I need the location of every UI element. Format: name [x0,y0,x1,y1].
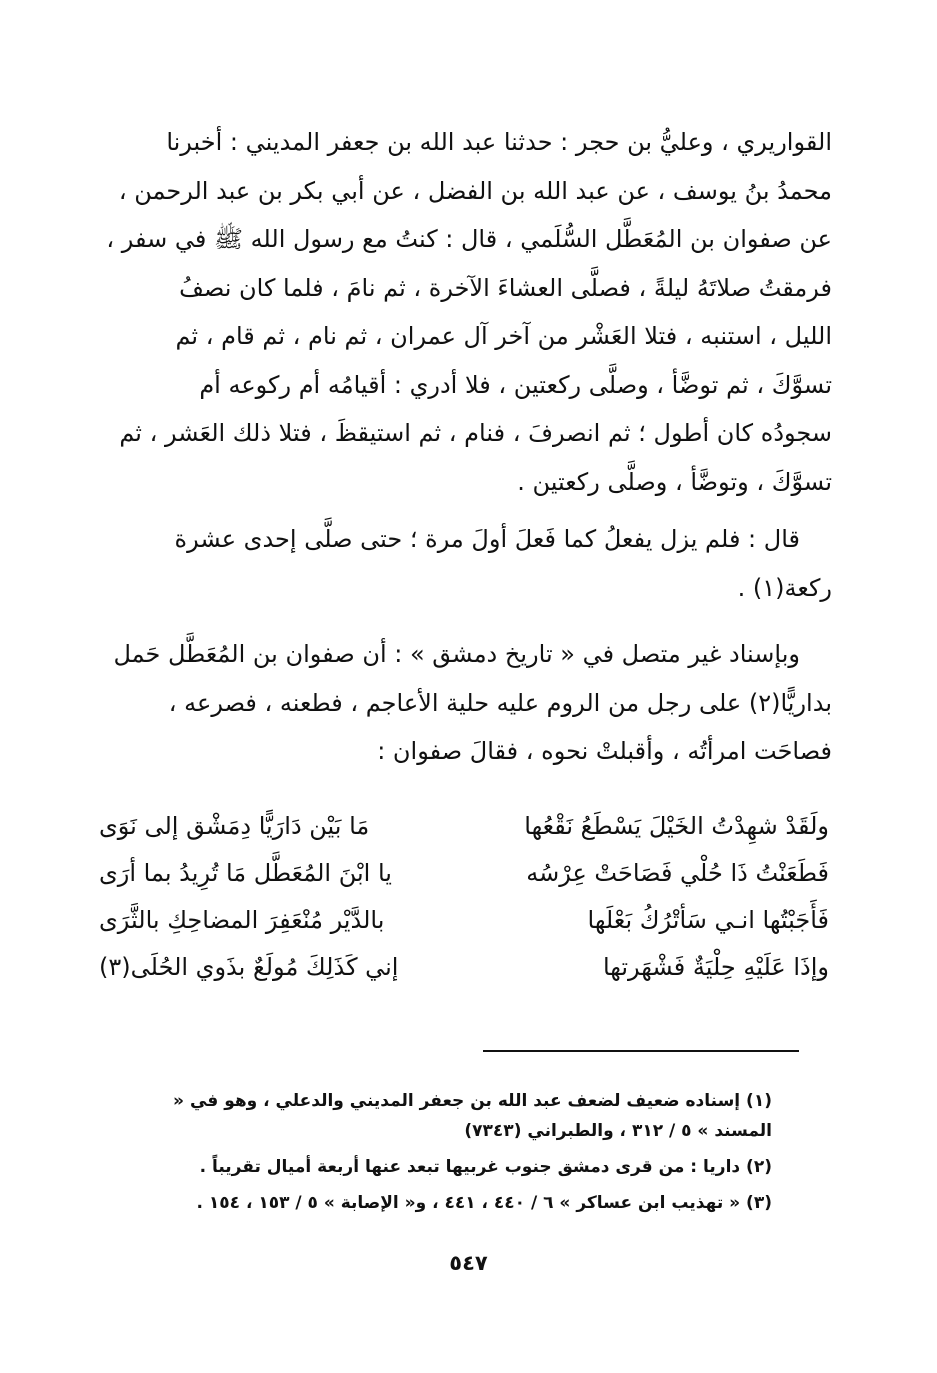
verse-first-hemistich: وإذَا عَلَيْهِ حِلْيَةٌ فَشْهَرتها [602,953,829,981]
text-line: تسوَّكَ ، ثم توضَّأ ، وصلَّى ركعتين ، فلا أدري : أقيامُه أم ركوعه أم [199,370,832,399]
verse-first-hemistich: ولَقَدْ شهِدْتُ الخَيْلَ يَسْطَعُ نَقْعُها [524,812,829,840]
text-line: بداريًّا(٢) على رجل من الروم عليه حلية الأعاجم ، فطعنه ، فصرعه ، [168,688,832,717]
poetry-block [99,812,829,1000]
verse-first-hemistich: فَطَعَنْتُ ذَا حُلْي فَصَاحَتْ عِرْسُه [526,859,829,887]
text-line: فصاحَت امرأتُه ، وأقبلتْ نحوه ، فقالَ صفوان : [377,737,832,765]
text-line: القواريري ، وعليُّ بن حجر : حدثنا عبد الله بن جعفر المديني : أخبرنا [166,128,832,156]
paragraph-hadith [102,118,832,506]
footnote: (٣) « تهذيب ابن عساكر » ٦ / ٤٤٠ ، ٤٤١ ، و« الإصابة » ٥ / ١٥٣ ، ١٥٤ . [196,1193,772,1213]
text-line: قال : فلم يزل يفعلُ كما فَعلَ أولَ مرة ؛ حتى صلَّى إحدى عشرة [174,525,800,553]
footnote-divider [483,1050,799,1052]
text-line: وبإسناد غير متصل في « تاريخ دمشق » : أن صفوان بن المُعَطَّل حَمل [113,640,800,668]
verse [99,953,829,1000]
page-number: ٥٤٧ [449,1251,488,1275]
verse [99,812,829,859]
verse-second-hemistich: بالدَّيْر مُنْعَفِرَ المضاحِكِ بالثَّرَى [99,906,385,934]
footnote: (٢) داريا : من قرى دمشق جنوب غربيها تبعد عنها أربعة أميال تقريباً . [199,1157,772,1177]
verse [99,906,829,953]
verse [99,859,829,906]
footnotes [112,1086,772,1224]
paragraph-rakaat [102,515,832,612]
verse-first-hemistich: فَأَجَبْتُها انـي سَأتْرُكُ بَعْلَها [587,906,829,934]
text-line: الليل ، استنبه ، فتلا العَشْر من آخر آل عمران ، ثم نام ، ثم قام ، ثم [175,322,832,350]
verse-second-hemistich: يا ابْنَ المُعَطَّل مَا تُرِيدُ بما أرَى [99,859,392,887]
paragraph-tarikh-dimashq [102,630,832,776]
text-line: محمدُ بنُ يوسف ، عن عبد الله بن الفضل ، عن أبي بكر بن عبد الرحمن ، [118,176,832,205]
text-line: فرمقتُ صلاتَهُ ليلةً ، فصلَّى العشاءَ الآخرة ، ثم نامَ ، فلما كان نصفُ [179,273,832,302]
text-line: عن صفوان بن المُعَطَّل السُّلَمي ، قال : كنتُ مع رسول الله ﷺ في سفر ، [106,225,832,253]
footnote: (١) إسناده ضعيف لضعف عبد الله بن جعفر المديني والدعلي ، وهو في « المسند » ٥ / ٣١٢ ، والطبراني (٧٣٤٣) [173,1091,772,1141]
verse-second-hemistich: إني كَذَلِكَ مُولَعٌ بذَوي الحُلَى(٣) [99,953,399,981]
verse-second-hemistich: مَا بَيْن دَارَيًّا دِمَشْق إلى نَوَى [99,812,370,840]
text-line: سجودُه كان أطول ؛ ثم انصرفَ ، فنام ، ثم استيقظَ ، فتلا ذلك العَشر ، ثم [119,419,832,447]
text-line: ركعة(١) . [737,573,832,602]
text-line: تسوَّكَ ، وتوضَّأ ، وصلَّى ركعتين . [517,467,832,496]
